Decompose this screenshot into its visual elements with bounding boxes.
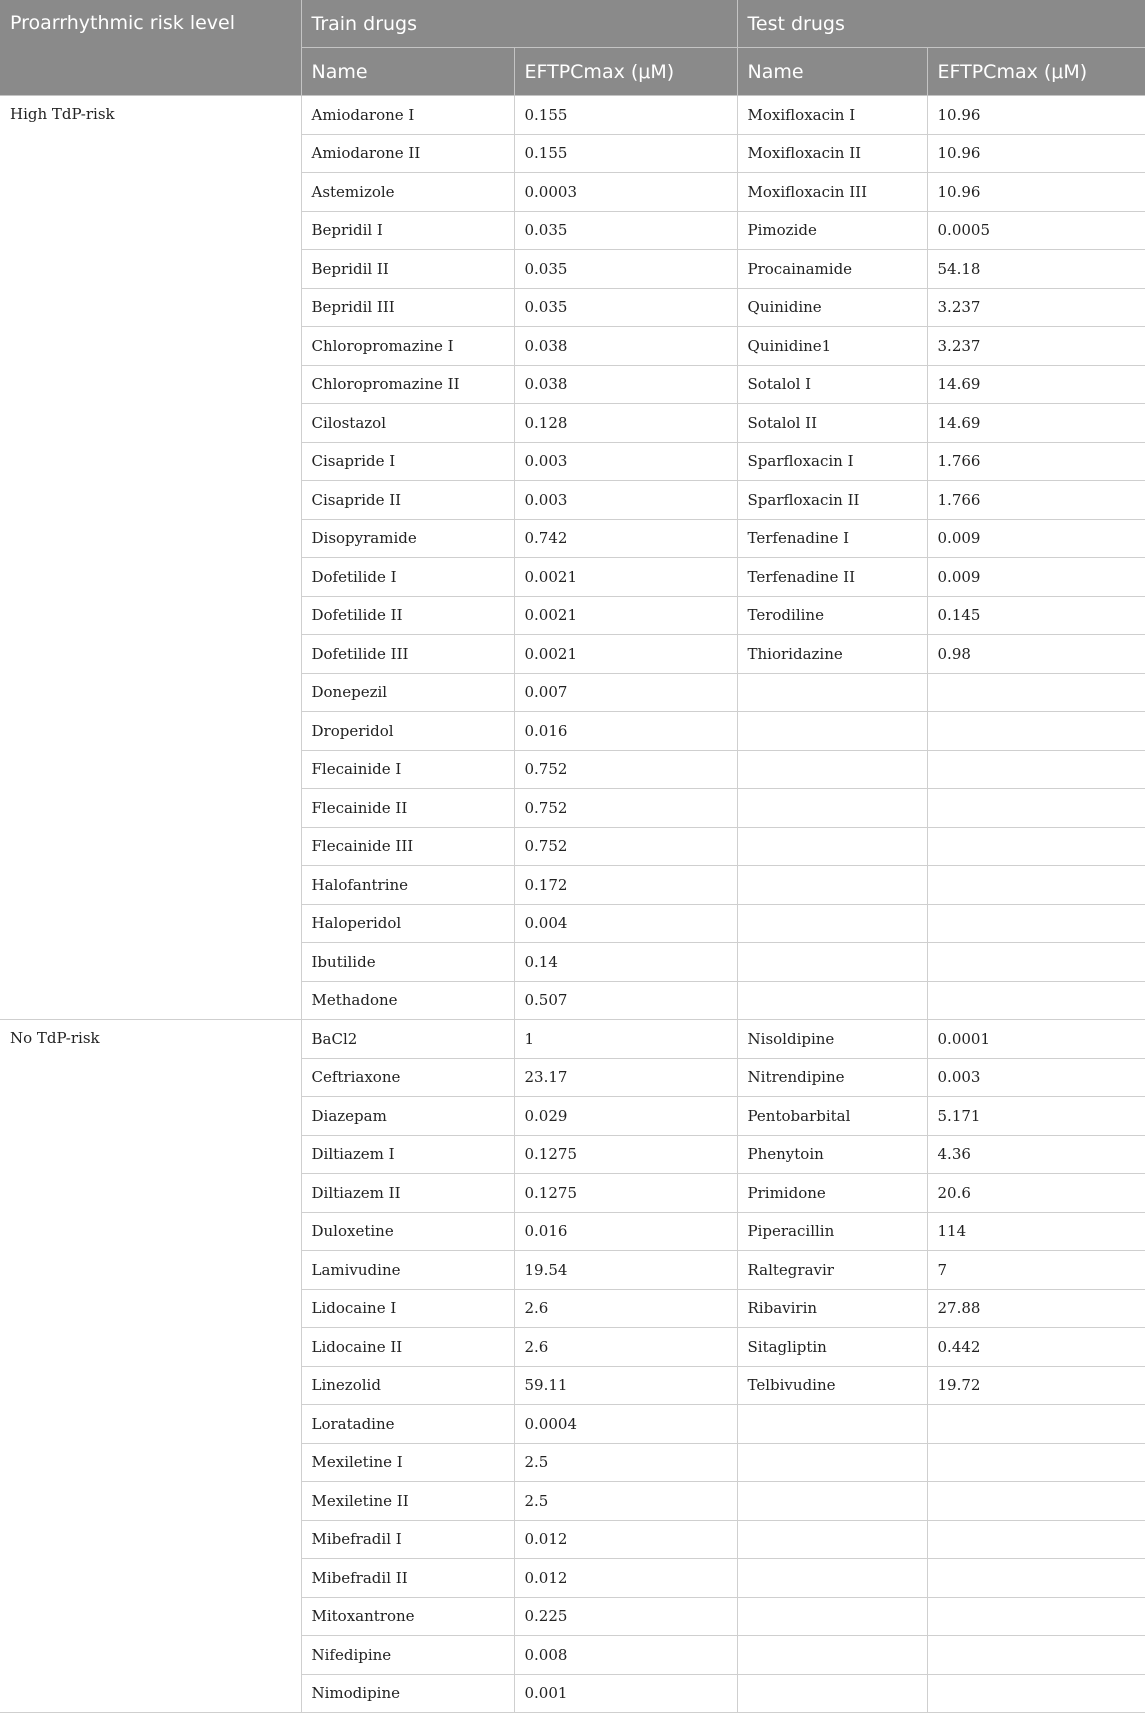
train-drug-value: 0.012 (514, 1559, 737, 1598)
train-drug-name: Disopyramide (301, 519, 514, 558)
test-drug-name: Moxifloxacin I (737, 96, 927, 135)
test-drug-name (737, 1597, 927, 1636)
test-drug-name: Piperacillin (737, 1212, 927, 1251)
test-drug-name (737, 1674, 927, 1713)
train-drug-name: Cisapride II (301, 481, 514, 520)
train-drug-name: Linezolid (301, 1366, 514, 1405)
test-drug-name (737, 943, 927, 982)
train-drug-value: 2.6 (514, 1289, 737, 1328)
test-drug-value: 10.96 (927, 134, 1145, 173)
train-drug-name: Diltiazem II (301, 1174, 514, 1213)
test-drug-name (737, 1482, 927, 1521)
train-drug-name: Methadone (301, 981, 514, 1020)
train-drug-name: Mexiletine II (301, 1482, 514, 1521)
train-drug-name: Droperidol (301, 712, 514, 751)
train-drug-value: 0.012 (514, 1520, 737, 1559)
test-drug-name: Thioridazine (737, 635, 927, 674)
train-drug-value: 0.507 (514, 981, 737, 1020)
train-drug-value: 59.11 (514, 1366, 737, 1405)
test-drug-name: Sitagliptin (737, 1328, 927, 1367)
train-drug-value: 0.1275 (514, 1174, 737, 1213)
test-drug-value (927, 943, 1145, 982)
test-drug-name: Primidone (737, 1174, 927, 1213)
test-drug-value: 1.766 (927, 442, 1145, 481)
train-drug-value: 0.172 (514, 866, 737, 905)
table-row (0, 1020, 1145, 1059)
train-drug-value: 0.742 (514, 519, 737, 558)
test-drug-value: 4.36 (927, 1135, 1145, 1174)
test-drug-name: Telbivudine (737, 1366, 927, 1405)
test-drug-value: 5.171 (927, 1097, 1145, 1136)
test-drug-name: Pentobarbital (737, 1097, 927, 1136)
table-header (0, 0, 1145, 96)
test-drug-value (927, 1520, 1145, 1559)
test-drug-value (927, 1559, 1145, 1598)
train-drug-name: Flecainide III (301, 827, 514, 866)
train-drug-value: 0.035 (514, 211, 737, 250)
train-drug-value: 19.54 (514, 1251, 737, 1290)
test-drug-value: 0.145 (927, 596, 1145, 635)
train-drug-name: Bepridil I (301, 211, 514, 250)
train-drug-name: Bepridil II (301, 250, 514, 289)
test-drug-value: 0.442 (927, 1328, 1145, 1367)
train-drug-name: Chloropromazine II (301, 365, 514, 404)
train-drug-name: BaCl2 (301, 1020, 514, 1059)
train-drug-name: Mexiletine I (301, 1443, 514, 1482)
header-risk-level: Proarrhythmic risk level (0, 0, 301, 96)
test-drug-value (927, 866, 1145, 905)
test-drug-name: Quinidine (737, 288, 927, 327)
test-drug-value: 7 (927, 1251, 1145, 1290)
train-drug-value: 0.003 (514, 481, 737, 520)
train-drug-value: 0.14 (514, 943, 737, 982)
train-drug-name: Dofetilide III (301, 635, 514, 674)
test-drug-name: Procainamide (737, 250, 927, 289)
test-drug-name (737, 1405, 927, 1444)
test-drug-name (737, 866, 927, 905)
train-drug-name: Flecainide I (301, 750, 514, 789)
train-drug-name: Cilostazol (301, 404, 514, 443)
train-drug-name: Loratadine (301, 1405, 514, 1444)
train-drug-name: Chloropromazine I (301, 327, 514, 366)
train-drug-name: Halofantrine (301, 866, 514, 905)
test-drug-name (737, 1636, 927, 1675)
train-drug-name: Donepezil (301, 673, 514, 712)
test-drug-name (737, 981, 927, 1020)
test-drug-name (737, 1559, 927, 1598)
test-drug-value: 0.009 (927, 519, 1145, 558)
train-drug-name: Dofetilide II (301, 596, 514, 635)
test-drug-name (737, 789, 927, 828)
test-drug-value: 14.69 (927, 365, 1145, 404)
train-drug-value: 23.17 (514, 1058, 737, 1097)
test-drug-value: 19.72 (927, 1366, 1145, 1405)
train-drug-name: Cisapride I (301, 442, 514, 481)
test-drug-name: Phenytoin (737, 1135, 927, 1174)
train-drug-value: 0.016 (514, 712, 737, 751)
test-drug-name (737, 750, 927, 789)
test-drug-name: Pimozide (737, 211, 927, 250)
train-drug-value: 0.0021 (514, 596, 737, 635)
test-drug-value: 10.96 (927, 96, 1145, 135)
train-drug-value: 0.155 (514, 96, 737, 135)
test-drug-value (927, 904, 1145, 943)
train-drug-name: Flecainide II (301, 789, 514, 828)
train-drug-value: 0.752 (514, 750, 737, 789)
train-drug-name: Diazepam (301, 1097, 514, 1136)
train-drug-value: 2.6 (514, 1328, 737, 1367)
test-drug-name (737, 1520, 927, 1559)
test-drug-name: Terodiline (737, 596, 927, 635)
test-drug-value: 3.237 (927, 288, 1145, 327)
train-drug-name: Mitoxantrone (301, 1597, 514, 1636)
header-test-name: Name (737, 48, 927, 96)
train-drug-name: Bepridil III (301, 288, 514, 327)
table-row (0, 96, 1145, 135)
train-drug-value: 0.035 (514, 250, 737, 289)
train-drug-value: 0.752 (514, 827, 737, 866)
test-drug-value (927, 1597, 1145, 1636)
test-drug-value (927, 981, 1145, 1020)
test-drug-value: 114 (927, 1212, 1145, 1251)
test-drug-name (737, 673, 927, 712)
train-drug-value: 0.004 (514, 904, 737, 943)
train-drug-value: 0.008 (514, 1636, 737, 1675)
test-drug-name: Sotalol II (737, 404, 927, 443)
test-drug-name: Sparfloxacin II (737, 481, 927, 520)
test-drug-value: 20.6 (927, 1174, 1145, 1213)
test-drug-value (927, 1636, 1145, 1675)
train-drug-value: 0.038 (514, 327, 737, 366)
train-drug-value: 0.0004 (514, 1405, 737, 1444)
test-drug-value: 0.0001 (927, 1020, 1145, 1059)
train-drug-name: Mibefradil II (301, 1559, 514, 1598)
train-drug-name: Diltiazem I (301, 1135, 514, 1174)
train-drug-name: Nifedipine (301, 1636, 514, 1675)
test-drug-value: 54.18 (927, 250, 1145, 289)
train-drug-value: 0.0003 (514, 173, 737, 212)
test-drug-name: Terfenadine I (737, 519, 927, 558)
test-drug-name (737, 1443, 927, 1482)
header-train-drugs: Train drugs (301, 0, 737, 48)
test-drug-value: 1.766 (927, 481, 1145, 520)
header-test-drugs: Test drugs (737, 0, 1145, 48)
test-drug-value: 27.88 (927, 1289, 1145, 1328)
train-drug-value: 2.5 (514, 1443, 737, 1482)
train-drug-value: 0.007 (514, 673, 737, 712)
test-drug-value: 10.96 (927, 173, 1145, 212)
train-drug-name: Ibutilide (301, 943, 514, 982)
test-drug-value (927, 1405, 1145, 1444)
train-drug-name: Duloxetine (301, 1212, 514, 1251)
test-drug-value: 0.98 (927, 635, 1145, 674)
test-drug-name: Nitrendipine (737, 1058, 927, 1097)
test-drug-name: Sparfloxacin I (737, 442, 927, 481)
risk-level-cell: High TdP-risk (0, 96, 301, 1020)
test-drug-value: 0.0005 (927, 211, 1145, 250)
train-drug-value: 1 (514, 1020, 737, 1059)
test-drug-name (737, 827, 927, 866)
train-drug-value: 0.1275 (514, 1135, 737, 1174)
train-drug-value: 0.016 (514, 1212, 737, 1251)
train-drug-value: 0.225 (514, 1597, 737, 1636)
header-test-value: EFTPCmax (μM) (927, 48, 1145, 96)
train-drug-value: 0.038 (514, 365, 737, 404)
test-drug-value (927, 712, 1145, 751)
train-drug-value: 0.035 (514, 288, 737, 327)
test-drug-value: 0.003 (927, 1058, 1145, 1097)
train-drug-name: Lidocaine I (301, 1289, 514, 1328)
test-drug-name (737, 904, 927, 943)
risk-level-cell: No TdP-risk (0, 1020, 301, 1713)
test-drug-value (927, 750, 1145, 789)
test-drug-value (927, 1443, 1145, 1482)
test-drug-value (927, 789, 1145, 828)
header-train-value: EFTPCmax (μM) (514, 48, 737, 96)
train-drug-name: Dofetilide I (301, 558, 514, 597)
train-drug-value: 0.155 (514, 134, 737, 173)
train-drug-name: Haloperidol (301, 904, 514, 943)
train-drug-name: Amiodarone II (301, 134, 514, 173)
train-drug-value: 0.128 (514, 404, 737, 443)
test-drug-value: 0.009 (927, 558, 1145, 597)
train-drug-name: Ceftriaxone (301, 1058, 514, 1097)
train-drug-name: Lamivudine (301, 1251, 514, 1290)
test-drug-value (927, 1482, 1145, 1521)
test-drug-name: Moxifloxacin III (737, 173, 927, 212)
test-drug-name: Quinidine1 (737, 327, 927, 366)
test-drug-name: Nisoldipine (737, 1020, 927, 1059)
table-body (0, 96, 1145, 1713)
train-drug-name: Mibefradil I (301, 1520, 514, 1559)
train-drug-value: 0.003 (514, 442, 737, 481)
test-drug-value: 3.237 (927, 327, 1145, 366)
test-drug-name (737, 712, 927, 751)
train-drug-value: 0.752 (514, 789, 737, 828)
train-drug-name: Nimodipine (301, 1674, 514, 1713)
test-drug-value (927, 673, 1145, 712)
train-drug-value: 0.029 (514, 1097, 737, 1136)
test-drug-value (927, 827, 1145, 866)
test-drug-name: Terfenadine II (737, 558, 927, 597)
train-drug-name: Astemizole (301, 173, 514, 212)
train-drug-name: Lidocaine II (301, 1328, 514, 1367)
test-drug-name: Ribavirin (737, 1289, 927, 1328)
test-drug-value (927, 1674, 1145, 1713)
test-drug-name: Moxifloxacin II (737, 134, 927, 173)
train-drug-value: 2.5 (514, 1482, 737, 1521)
train-drug-value: 0.0021 (514, 635, 737, 674)
train-drug-value: 0.0021 (514, 558, 737, 597)
test-drug-value: 14.69 (927, 404, 1145, 443)
test-drug-name: Raltegravir (737, 1251, 927, 1290)
train-drug-name: Amiodarone I (301, 96, 514, 135)
train-drug-value: 0.001 (514, 1674, 737, 1713)
header-train-name: Name (301, 48, 514, 96)
test-drug-name: Sotalol I (737, 365, 927, 404)
